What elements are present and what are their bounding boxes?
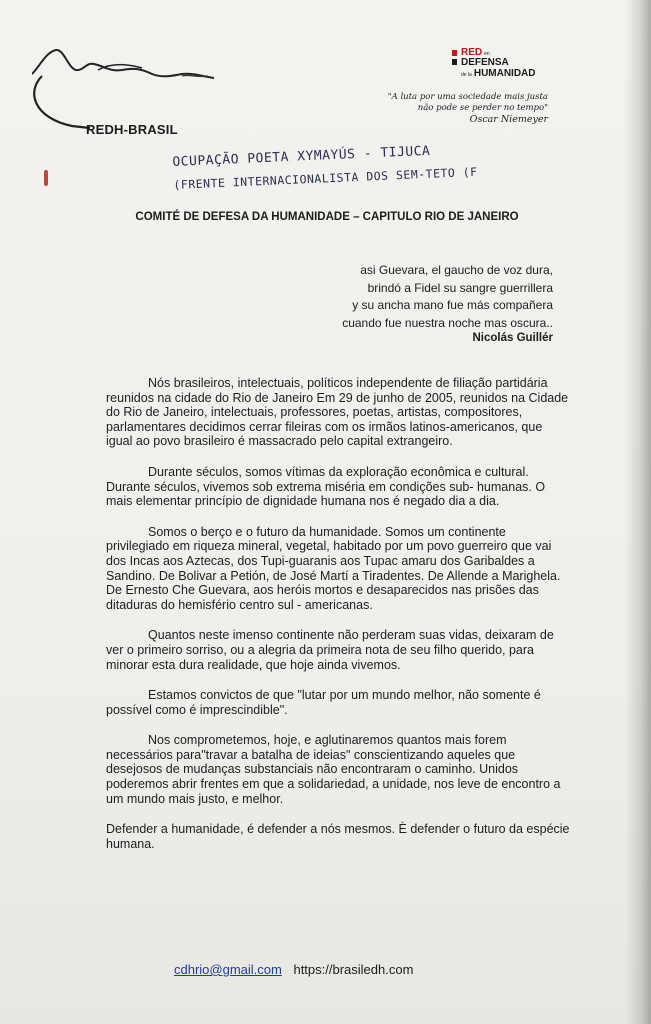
manifesto-body	[106, 376, 571, 867]
footer-website-link[interactable]: https://brasiledh.com	[293, 962, 414, 977]
header-quote-author: Oscar Niemeyer	[469, 114, 548, 125]
margin-mark	[44, 170, 48, 186]
logo-humanidad-word: HUMANIDAD	[473, 68, 536, 79]
body-paragraph: Nós brasileiros, intelectuais, políticos independente de filiação partidária reunidos na cidade do Rio de Janeiro Em 29 de junho de 2005, reunidos na Cidade do Rio de Janeiro, intelectuais, professores, poetas, artistas, compositores, parlamentares decidimos cerrar fileiras com os irmãos latinos-americanos, que igual ao povo brasileiro é massacrado pelo capital extrangeiro.	[106, 376, 569, 449]
poem-line: y su ancha mano fue más compañera	[352, 298, 553, 312]
handwritten-line2: (FRENTE INTERNACIONALISTA DOS SEM-TETO (F	[173, 164, 478, 192]
footer-contact	[174, 962, 413, 977]
header-quote-line1: "A luta por uma sociedade mais justa	[387, 92, 548, 102]
handwritten-line1: OCUPAÇÃO POETA XYMAYÚS - TIJUCA	[172, 143, 431, 170]
handwritten-note	[172, 135, 564, 196]
logo-en-word: en	[484, 51, 490, 57]
red-defensa-humanidad-logo	[452, 48, 602, 88]
epigraph-poem	[293, 262, 553, 332]
body-paragraph: Defender a humanidade, é defender a nós mesmos. È defender o futuro da espécie humana.	[106, 822, 570, 851]
body-paragraph: Durante séculos, somos vítimas da exploração econômica e cultural. Durante séculos, vivemos sob extrema miséria em condições sub- humanas. O mais elementar princípio de dignidade humana nos é negado dia a dia.	[106, 464, 546, 509]
poem-line: cuando fue nuestra noche mas oscura..	[342, 315, 553, 330]
poem-line: brindó a Fidel su sangre guerrillera	[367, 280, 553, 295]
logo-defensa-word: DEFENSA	[461, 57, 509, 68]
body-paragraph: Estamos convictos de que "lutar por um mundo melhor, não somente é possível como é imprescindible".	[106, 688, 541, 717]
black-square-icon	[452, 59, 457, 65]
footer-email-link[interactable]: cdhrio@gmail.com	[174, 962, 282, 977]
body-paragraph: Quantos neste imenso continente não perderam suas vidas, deixaram de ver o primeiro sorriso, ou a alegria da primeira nota de seu filho querido, para minorar esta dura realidade, que hoje ainda vivemos.	[106, 628, 554, 672]
page-edge-shadow	[625, 0, 651, 1024]
page-title: COMITÉ DE DEFESA DA HUMANIDADE – CAPITULO RIO DE JANEIRO	[135, 211, 519, 223]
body-paragraph: Nos comprometemos, hoje, e aglutinaremos quantos mais forem necessários para"travar a batalha de ideias" conscientizando aqueles que desejosos de mudanças substanciais não encontraram o caminho. Unidos poderemos abrir frentes em que a solidariedad, a unidade, nos leve de encontro a um mundo mais justo, e melhor.	[106, 733, 561, 806]
header-quote-line2: não pode se perder no tempo"	[417, 103, 548, 113]
red-square-icon	[452, 50, 457, 56]
poem-author: Nicolás Guillér	[472, 332, 553, 344]
brand-name: REDH-BRASIL	[86, 122, 178, 137]
logo-red-word: RED	[461, 47, 483, 58]
poem-line: asi Guevara, el gaucho de voz dura,	[360, 263, 553, 277]
body-paragraph: Somos o berço e o futuro da humanidade. Somos um continente privilegiado em riqueza mineral, vegetal, habitado por um povo guerreiro que vai dos Incas aos Aztecas, dos Tupi-guaranis aos Tupac amaru dos Garibaldes a Sandino. De Bolivar a Petión, de José Martí a Tiradentes. De Allende a Marighela. De Ernesto Che Guevara, aos heróis mortos e desaparecidos nas prisões das ditaduras do hemisfério centro sul - americanas.	[106, 524, 561, 612]
header-quote	[368, 92, 548, 125]
logo-dela-word: de la	[461, 72, 472, 78]
